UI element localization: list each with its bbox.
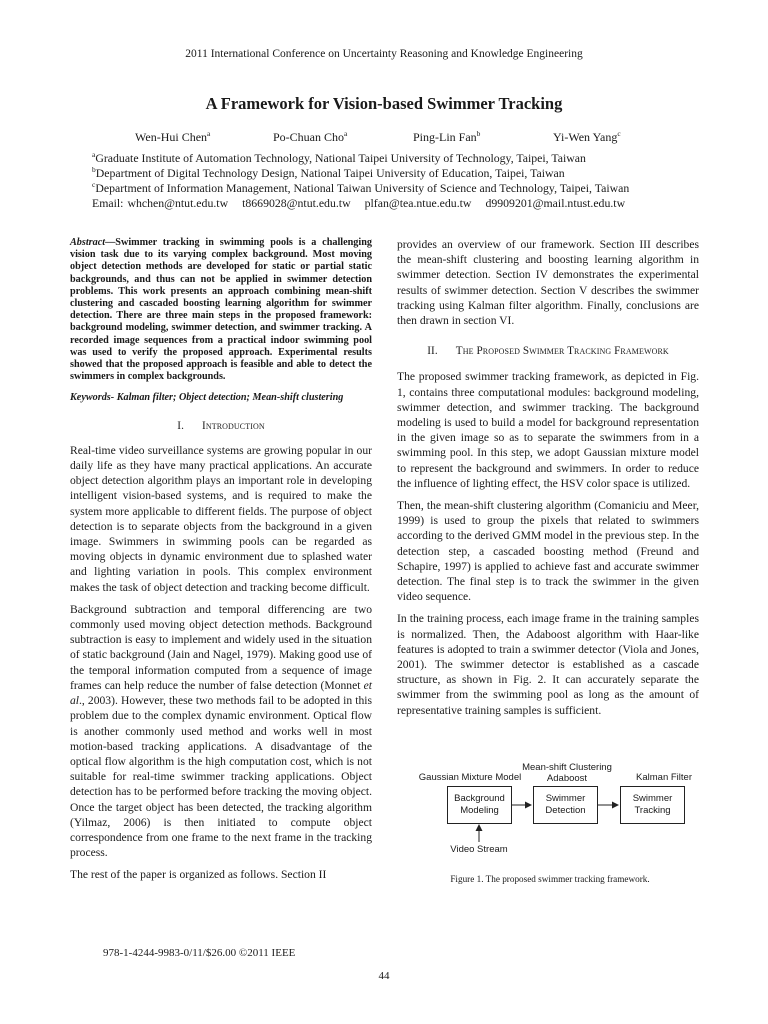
paragraph: Background subtraction and temporal differencing are two commonly used moving object detection methods. Background subtraction is easy to implement and widely used in the situation of static background (Jain and Nagel, 1979). Making good use of the temporal information computed from a sequence of image frames can help reduce the number of false detection (Monnet et al., 2003). However, these two methods fail to be adopted in this problem due to the complex dynamic environment. Optical flow is another commonly used method and works well in most motion-based tracking applications. A disadvantage of the optical flow algorithm is the high computation cost, which is not suitable for real-time swimmer tracking applications. Object detection has to be performed before tracking the moving object. Once the target object has been detected, the tracking algorithm (Yilmaz, 2006) is then initiated to compute object correspondence from one frame to the next frame in the tracking process. [70, 602, 373, 860]
paragraph: The proposed swimmer tracking framework, as depicted in Fig. 1, contains three computational modules: background modeling, swimmer detection, and swimmer tracking. The background modeling is used to build a model for background representation in the given image so as to separate the swimmers from in a swimming pool. In this step, we adopt Gaussian mixture model to represent the background and swimmers. In order to reduce the influence of lighting effect, the HSV color space is utilized. [397, 370, 699, 490]
conference-name: 2011 International Conference on Uncertainty Reasoning and Knowledge Engineering [185, 48, 583, 60]
author: Wen-Hui Chen$^a$ [135, 129, 211, 144]
author-list [135, 130, 655, 146]
background-modeling-box: Background Modeling [447, 786, 512, 824]
paragraph: In the training process, each image frame in the training samples is normalized. Then, the Adaboost algorithm with Haar-like features is adopted to train a swimmer detector (Viola and Jones, 2001). The swimmer detector is established as a cascade structure, as shown in Fig. 2. It can accurately separate the swimmer from the swimming pool as long as the amount of representative training samples is sufficient. [397, 612, 699, 717]
paragraph: Then, the mean-shift clustering algorithm (Comaniciu and Meer, 1999) is used to group the pixels that related to swimmers according to the derived GMM model in the previous step. In the detection step, a cascaded boosting method (Freund and Schapire, 1997) is applied to achieve fast and accurate swimmer detection. The final step is to track the swimmer in the given video sequence. [397, 499, 700, 604]
label-meanshift: Mean-shift Clustering Adaboost [522, 762, 612, 784]
section-heading: I. Introduction [177, 419, 265, 432]
email-link[interactable]: whchen@ntut.edu.tw [127, 196, 229, 210]
swimmer-tracking-box: Swimmer Tracking [620, 786, 685, 824]
copyright-line: 978-1-4244-9983-0/11/$26.00 ©2011 IEEE [103, 947, 296, 959]
paragraph: provides an overview of our framework. Section III describes the mean-shift clustering and boosting learning algorithm in swimmer detection. Section IV demonstrates the experimental results of swimmer detection. Section V describes the swimmer tracking using Kalman filter algorithm. Finally, conclusions are then drawn in section VI. [397, 238, 699, 328]
email-link[interactable]: d9909201@mail.ntust.edu.tw [485, 196, 626, 210]
email-line: Email: whchen@ntut.edu.tw t8669028@ntut.edu.tw plfan@tea.ntue.edu.tw d9909201@mail.ntust.edu.tw [92, 196, 626, 210]
abstract: Abstract—Swimmer tracking in swimming pools is a challenging vision task due to its varying complex background. Most moving object detection methods are developed for static or partial static backgrounds, and thus can not be applied in swimmer detection problems. This work presents an approach combining mean-shift clustering and cascaded boosting learning algorithm for swimmer detection. There are three main steps in the proposed framework: background modeling, swimmer detection, and swimmer tracking. A recorded image sequences from a practical indoor swimming pool was used to verify the proposed approach. Experimental results showed that the proposed approach is feasible and able to detect the swimmers in complex backgrounds. [70, 237, 372, 383]
email-link[interactable]: plfan@tea.ntue.edu.tw [364, 196, 472, 210]
author: Po-Chuan Cho$^a$ [273, 129, 348, 144]
author: Ping-Lin Fan$^b$ [413, 129, 481, 144]
author: Yi-Wen Yang$^c$ [553, 129, 621, 144]
left-column [70, 237, 372, 890]
paragraph: Real-time video surveillance systems are growing popular in our daily life as they have many practical applications. An accurate object detection algorithm plays an important role in developing intelligent vision-based systems, and is required to make the system more applicable to different fields. The purpose of object detection is to separate objects from the background in a given image. Swimmers in swimming pools can be regarded as moving objects in dynamic environment due to splashed water and lighting variation in pools. This complex environment makes the task of object detection and tracking become difficult. [70, 443, 372, 594]
affiliation: $^a$Graduate Institute of Automation Technology, National Taipei University of Technology, Taipei, Taiwan [92, 150, 586, 165]
page-number: 44 [378, 970, 390, 982]
label-gmm: Gaussian Mixture Model [418, 772, 522, 783]
label-video-stream: Video Stream [450, 844, 508, 855]
section-heading: II. The Proposed Swimmer Tracking Framework [427, 345, 669, 358]
figure-caption: Figure 1. The proposed swimmer tracking framework. [450, 874, 650, 884]
affiliation: $^c$Department of Information Management, National Taiwan University of Science and Technology, Taipei, Taiwan [92, 180, 630, 195]
keywords: Keywords- Kalman filter; Object detection; Mean-shift clustering [70, 392, 344, 404]
swimmer-detection-box: Swimmer Detection [533, 786, 598, 824]
right-column [397, 237, 699, 725]
affiliations [92, 151, 712, 211]
label-kalman: Kalman Filter [636, 772, 692, 783]
paper-title: A Framework for Vision-based Swimmer Tracking [205, 94, 563, 113]
affiliation: $^b$Department of Digital Technology Design, National Taipei University of Education, Taipei, Taiwan [92, 165, 565, 180]
email-link[interactable]: t8669028@ntut.edu.tw [242, 196, 351, 210]
paragraph: The rest of the paper is organized as follows. Section II [70, 868, 327, 882]
